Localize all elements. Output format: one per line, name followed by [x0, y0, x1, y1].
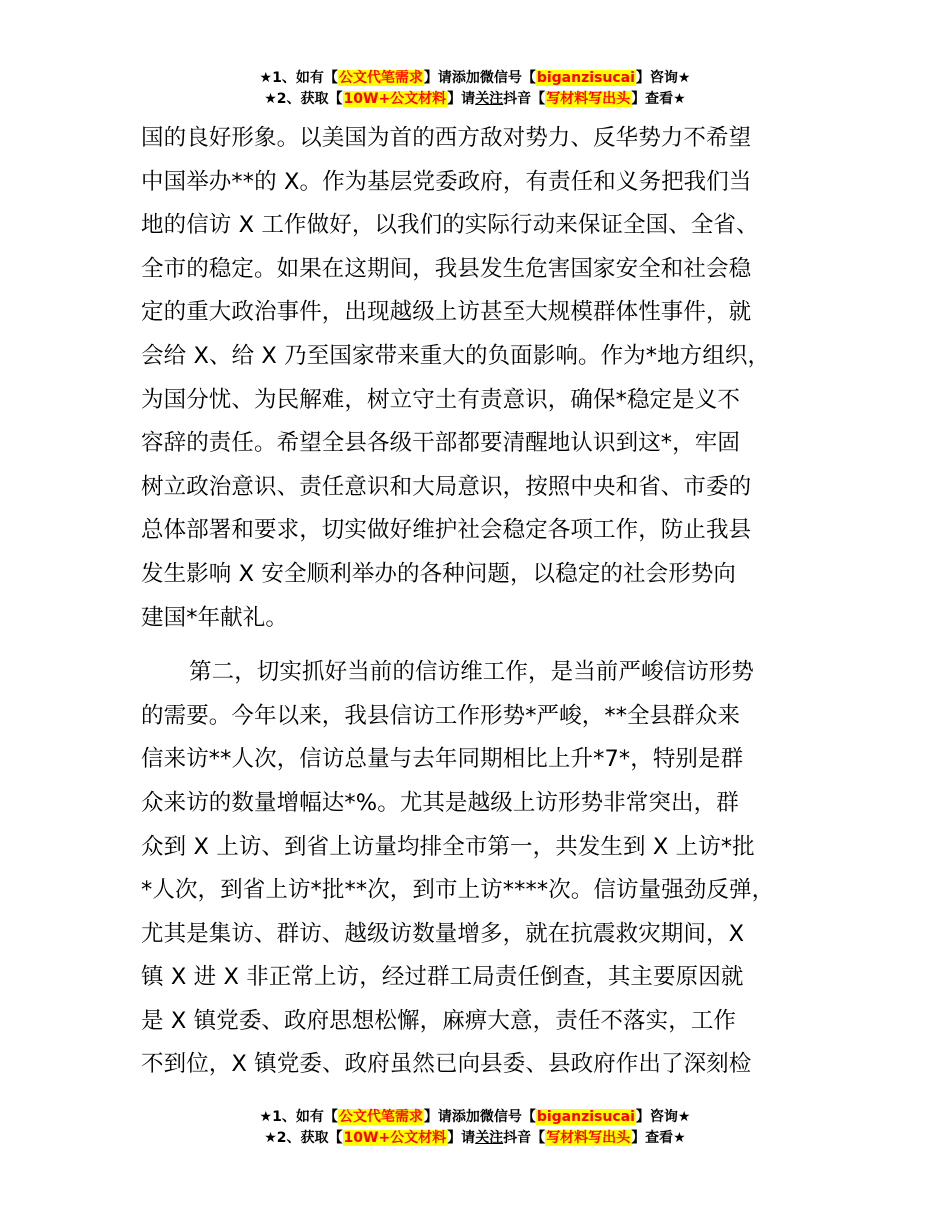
text-line: 为国分忧、为民解难，树立守土有责意识，确保*稳定是义不 — [141, 386, 740, 413]
text-line: 不到位，X 镇党委、政府虽然已向县委、县政府作出了深刻检 — [141, 1051, 752, 1078]
banner-text: 】咨询★ — [635, 70, 691, 86]
highlight-materials: 10W+公文材料 — [343, 1130, 447, 1146]
banner-text: 】查看★ — [631, 91, 686, 107]
banner-text: 】咨询★ — [635, 1109, 691, 1125]
banner-underlined-text: 关注 — [475, 1130, 504, 1146]
text-line: 众来访的数量增幅达*%。尤其是越级上访形势非常突出，群 — [141, 789, 739, 816]
highlight-materials: 10W+公文材料 — [343, 91, 447, 107]
text-line: 尤其是集访、群访、越级访数量增多，就在抗震救灾期间，X — [141, 920, 745, 947]
text-line: 发生影响 X 安全顺利举办的各种问题，以稳定的社会形势向 — [141, 560, 737, 587]
footer-banner — [0, 1107, 950, 1149]
text-line: 是 X 镇党委、政府思想松懈，麻痹大意，责任不落实，工作 — [141, 1007, 737, 1034]
text-line: 国的良好形象。以美国为首的西方敌对势力、反华势力不希望 — [141, 125, 752, 151]
banner-text: 抖音【 — [503, 1130, 546, 1146]
banner-line-1 — [0, 1107, 950, 1128]
text-line: 全市的稳定。如果在这期间，我县发生危害国家安全和社会稳 — [141, 255, 752, 282]
header-banner — [0, 68, 950, 110]
text-line: 定的重大政治事件，出现越级上访甚至大规模群体性事件，就 — [141, 299, 752, 326]
paragraph-1 — [141, 117, 817, 640]
banner-text: ★2、获取【 — [264, 91, 343, 107]
banner-text: 微信号【 — [479, 1109, 536, 1125]
highlight-wechat-id: biganzisucai — [536, 1109, 635, 1125]
paragraph-spacer — [141, 640, 817, 651]
text-line: 中国举办**的 X。作为基层党委政府，有责任和义务把我们当 — [141, 168, 752, 195]
banner-text: 】查看★ — [631, 1130, 686, 1146]
text-line: 的需要。今年以来，我县信访工作形势*严峻，**全县群众来 — [141, 702, 741, 729]
text-line: 地的信访 X 工作做好，以我们的实际行动来保证全国、全省、 — [141, 212, 759, 239]
highlight-service: 公文代笔需求 — [338, 70, 423, 86]
banner-text: 加 — [465, 1109, 480, 1125]
text-line: 总体部署和要求，切实做好维护社会稳定各项工作，防止我县 — [141, 517, 752, 544]
text-line: 会给 X、给 X 乃至国家带来重大的负面影响。作为*地方组织， — [141, 342, 771, 369]
banner-text: ★2、获取【 — [264, 1130, 343, 1146]
text-line: *人次，到省上访*批**次，到市上访****次。信访量强劲反弹， — [141, 877, 775, 904]
highlight-wechat-id: biganzisucai — [536, 70, 635, 86]
text-line: 容辞的责任。希望全县各级干部都要清醒地认识到这*，牢固 — [141, 430, 740, 457]
banner-text: 】请 — [447, 91, 476, 107]
banner-text: ★1、如有【 — [259, 70, 338, 86]
document-body — [141, 117, 817, 1087]
banner-line-2 — [0, 1128, 950, 1149]
banner-text: 】请添 — [423, 1109, 466, 1125]
text-line: 信来访**人次，信访总量与去年同期相比上升*7*，特别是群 — [141, 746, 744, 773]
banner-text: 加 — [465, 70, 480, 86]
highlight-douyin: 写材料写出头 — [546, 91, 631, 107]
text-line: 建国*年献礼。 — [141, 604, 288, 631]
banner-underlined-text: 关注 — [475, 91, 504, 107]
paragraph-2 — [141, 651, 817, 1087]
text-line: 第二，切实抓好当前的信访维工作，是当前严峻信访形势 — [189, 659, 755, 686]
banner-text: 抖音【 — [503, 91, 546, 107]
highlight-douyin: 写材料写出头 — [546, 1130, 631, 1146]
text-line: 镇 X 进 X 非正常上访，经过群工局责任倒查，其主要原因就 — [141, 964, 744, 991]
text-line: 众到 X 上访、到省上访量均排全市第一，共发生到 X 上访*批 — [141, 833, 755, 860]
highlight-service: 公文代笔需求 — [338, 1109, 423, 1125]
text-line: 树立政治意识、责任意识和大局意识，按照中央和省、市委的 — [141, 473, 752, 500]
banner-line-2 — [0, 89, 950, 110]
banner-text: 】请添 — [423, 70, 466, 86]
banner-line-1 — [0, 68, 950, 89]
banner-text: 】请 — [447, 1130, 476, 1146]
banner-text: 微信号【 — [479, 70, 536, 86]
banner-text: ★1、如有【 — [259, 1109, 338, 1125]
